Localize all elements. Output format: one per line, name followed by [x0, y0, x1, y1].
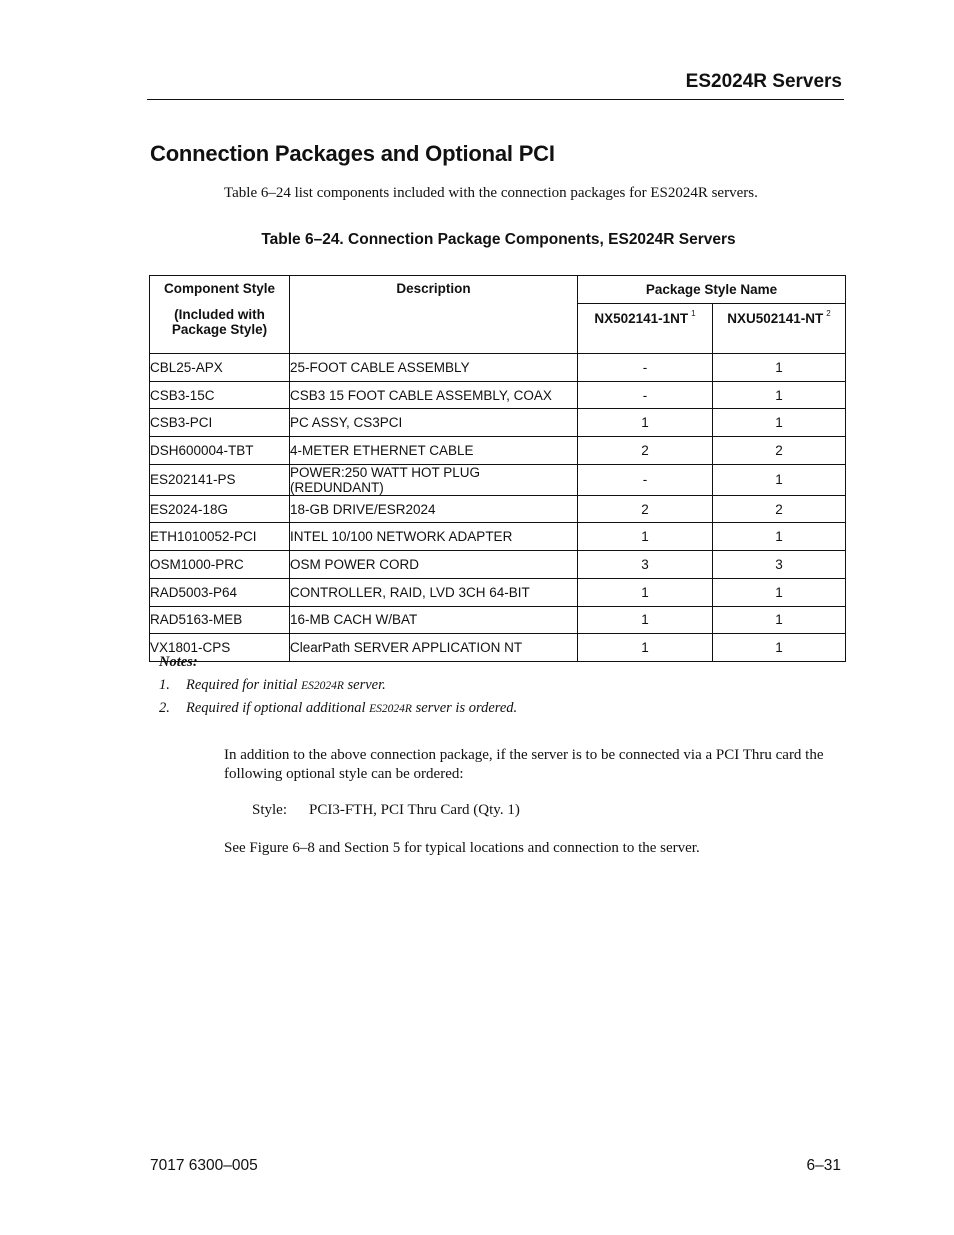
table-caption: Table 6–24. Connection Package Components, ES2024R Servers — [261, 231, 736, 248]
header-pkg1: NX502141-1NT $^1$ — [578, 304, 713, 354]
running-header-title: ES2024R Servers — [685, 71, 842, 92]
table-notes — [159, 654, 517, 717]
notes-label: Notes: — [159, 654, 198, 670]
cell-description: 4-METER ETHERNET CABLE — [290, 437, 578, 465]
cell-pkg1: 1 — [578, 578, 713, 606]
header-description: Description — [290, 276, 578, 354]
cell-description: 18-GB DRIVE/ESR2024 — [290, 495, 578, 523]
cell-pkg2: 1 — [713, 578, 846, 606]
cell-component: DSH600004-TBT — [150, 437, 290, 465]
cell-pkg2: 1 — [713, 464, 846, 495]
note-item: 2. Required if optional additional ES2024R server is ordered. — [159, 700, 518, 716]
header-pkg2: NXU502141-NT $^2$ — [713, 304, 846, 354]
cell-description: CONTROLLER, RAID, LVD 3CH 64-BIT — [290, 578, 578, 606]
intro-paragraph: Table 6–24 list components included with the connection packages for ES2024R servers. — [224, 185, 758, 201]
components-table — [149, 275, 846, 662]
cell-pkg1: 3 — [578, 551, 713, 579]
header-package-style-name: Package Style Name — [578, 276, 846, 304]
cell-component: ES2024-18G — [150, 495, 290, 523]
cell-description: CSB3 15 FOOT CABLE ASSEMBLY, COAX — [290, 381, 578, 409]
footnote-ref-1: 1 — [691, 309, 696, 318]
footer-page-number: 6–31 — [806, 1157, 841, 1174]
cell-description: ClearPath SERVER APPLICATION NT — [290, 634, 578, 662]
cell-component: OSM1000-PRC — [150, 551, 290, 579]
table-row — [150, 551, 846, 579]
cell-component: RAD5003-P64 — [150, 578, 290, 606]
table-row — [150, 495, 846, 523]
cell-pkg1: - — [578, 354, 713, 382]
cell-description: 25-FOOT CABLE ASSEMBLY — [290, 354, 578, 382]
cell-component: ETH1010052-PCI — [150, 523, 290, 551]
cell-pkg1: 1 — [578, 634, 713, 662]
table-row — [150, 409, 846, 437]
header-component-style: Component Style (Included with Package Style) — [150, 276, 290, 354]
cell-pkg1: - — [578, 381, 713, 409]
table-body — [150, 354, 846, 662]
table-row — [150, 381, 846, 409]
table-row — [150, 464, 846, 495]
cell-pkg2: 1 — [713, 409, 846, 437]
cell-pkg1: 1 — [578, 606, 713, 634]
section-title: Connection Packages and Optional PCI — [150, 141, 555, 166]
footer-doc-number: 7017 6300–005 — [150, 1157, 258, 1174]
cell-pkg2: 2 — [713, 495, 846, 523]
cell-pkg2: 1 — [713, 634, 846, 662]
cell-component: CBL25-APX — [150, 354, 290, 382]
cell-description: OSM POWER CORD — [290, 551, 578, 579]
cell-pkg2: 1 — [713, 606, 846, 634]
cell-pkg2: 1 — [713, 523, 846, 551]
style-value: PCI3-FTH, PCI Thru Card (Qty. 1) — [309, 802, 520, 818]
cell-pkg1: 1 — [578, 523, 713, 551]
cell-description: INTEL 10/100 NETWORK ADAPTER — [290, 523, 578, 551]
note-item: 1. Required for initial ES2024R server. — [159, 677, 386, 693]
cell-pkg1: 2 — [578, 437, 713, 465]
cell-description: 16-MB CACH W/BAT — [290, 606, 578, 634]
cell-pkg1: 2 — [578, 495, 713, 523]
cell-pkg1: - — [578, 464, 713, 495]
cell-pkg2: 1 — [713, 381, 846, 409]
cell-pkg2: 3 — [713, 551, 846, 579]
table-row — [150, 606, 846, 634]
style-label: Style: — [252, 802, 288, 818]
cell-component: ES202141-PS — [150, 464, 290, 495]
body-paragraph-see-figure: See Figure 6–8 and Section 5 for typical locations and connection to the server. — [224, 840, 700, 856]
cell-component: VX1801-CPS — [150, 634, 290, 662]
cell-pkg2: 2 — [713, 437, 846, 465]
table-row — [150, 578, 846, 606]
style-line — [252, 802, 520, 819]
cell-pkg2: 1 — [713, 354, 846, 382]
cell-component: CSB3-PCI — [150, 409, 290, 437]
table-row — [150, 437, 846, 465]
cell-description: POWER:250 WATT HOT PLUG (REDUNDANT) — [290, 464, 578, 495]
running-header — [147, 70, 844, 100]
table-row — [150, 354, 846, 382]
table-row — [150, 523, 846, 551]
body-paragraph-pci: In addition to the above connection package, if the server is to be connected via a PCI Thru card the following optional style can be ordered: — [224, 747, 824, 782]
cell-description: PC ASSY, CS3PCI — [290, 409, 578, 437]
cell-component: RAD5163-MEB — [150, 606, 290, 634]
cell-component: CSB3-15C — [150, 381, 290, 409]
cell-pkg1: 1 — [578, 409, 713, 437]
footnote-ref-2: 2 — [826, 309, 831, 318]
